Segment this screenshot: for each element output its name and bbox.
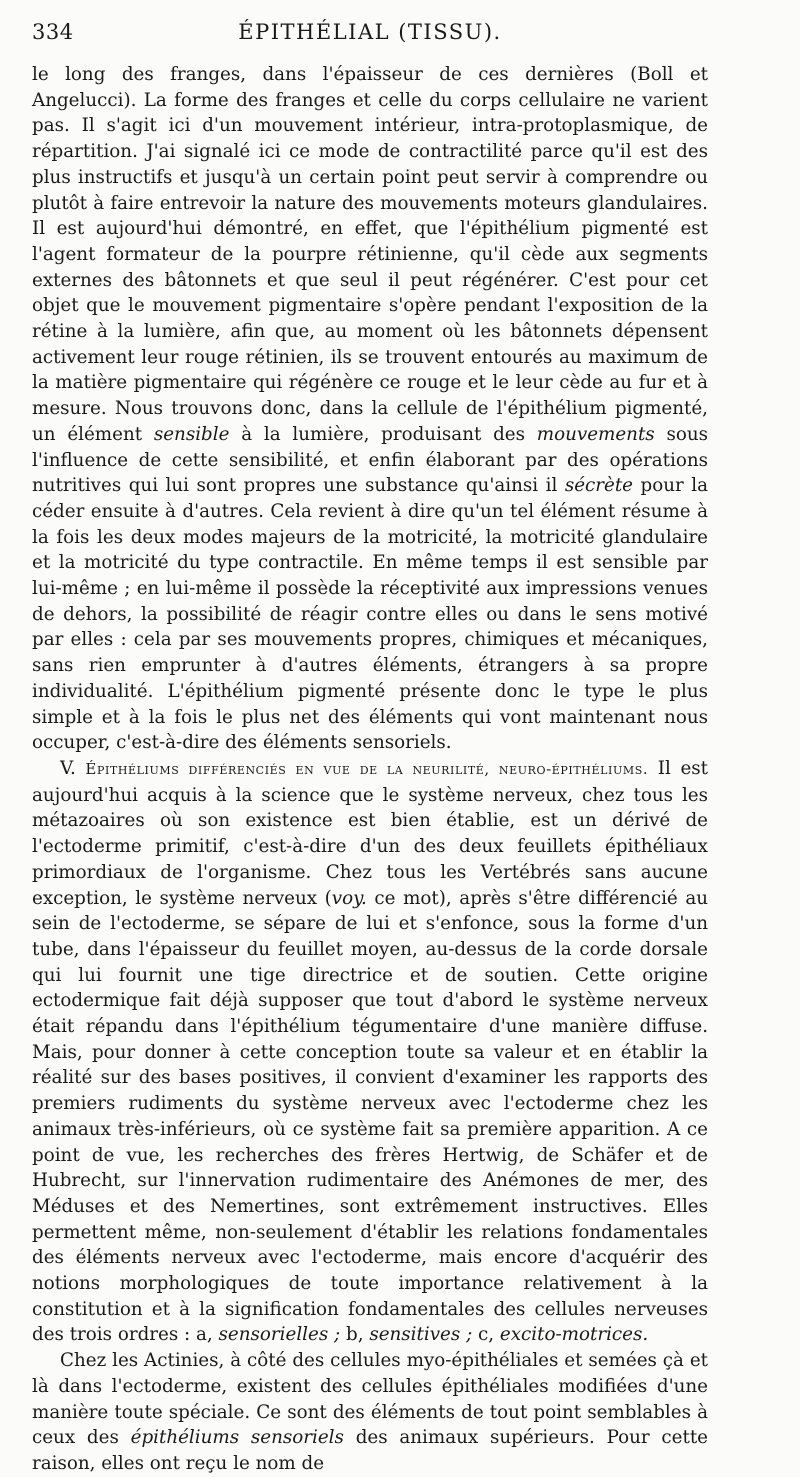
italic-term: sensible <box>153 423 230 445</box>
italic-term: mouvements <box>536 423 655 445</box>
text-run: le long des franges, dans l'épaisseur de ces dernières (Boll et Angelucci). La forme des franges et celle du corps cellulaire ne varient pas. Il s'agit ici d'un mouvement intérieur, intra-protoplasmique, de répartition. J'ai signalé ici ce mode de contractilité parce qu'il est des plus instructifs et jusqu'à un certain point peut servir à comprendre ou plutôt à faire entrevoir la nature des mouvements moteurs glandulaires. Il est aujourd'hui démontré, en effet, que l'épithélium pigmenté est l'agent formateur de la pourpre rétinienne, qu'il cède aux segments externes des bâtonnets et que seul il peut régénérer. C'est pour cet objet que le mouvement pigmentaire s'opère pendant l'exposition de la rétine à la lumière, afin que, au moment où les bâtonnets dépensent activement leur rouge rétinien, ils se trouvent entourés au maximum de la matière pigmentaire qui régénère ce rouge et le leur cède au fur et à mesure. Nous trouvons donc, dans la cellule de l'épithélium pigmenté, un élément <box>32 64 708 445</box>
running-title: ÉPITHÉLIAL (TISSU). <box>238 20 502 44</box>
text-run: Chez les Actinies, à côté des cellules myo-épithéliales et semées çà et là dans l'ectoderme, existent des cellules épithéliales modifiées d'une manière toute spéciale. Ce sont des éléments de tout point semblables à ceux des <box>32 1350 708 1449</box>
text-run: à la lumière, produisant des <box>229 423 537 445</box>
italic-term: sensorielles ; <box>218 1324 341 1346</box>
paragraph-3 <box>32 1348 708 1477</box>
text-run: ce mot), après s'être différencié au sein de l'ectoderme, se sépare de lui et s'enfonce, sous la forme d'un tube, dans l'épaisseur du feuillet moyen, au-dessus de la corde dorsale qui lui fournit une tige directrice et de soutien. Cette origine ectodermique fait déjà supposer que tout d'abord le système nerveux était répandu dans l'épithélium tégumentaire d'une manière diffuse. Mais, pour donner à cette conception toute sa valeur et en établir la réalité sur des bases positives, il convient d'examiner les rapports des premiers rudiments du système nerveux avec l'ectoderme chez les animaux très-inférieurs, où ce système fait sa première apparition. A ce point de vue, les recherches des frères Hertwig, de Schäfer et de Hubrecht, sur l'innervation rudimentaire des Anémones de mer, des Méduses et des Nemertines, sont extrêmement instructives. Elles permettent même, non-seulement d'établir les relations fondamentales des éléments nerveux avec l'ectoderme, mais encore d'acquérir des notions morphologiques de toute importance relativement à la constitution et à la signification fondamentales des cellules nerveuses des trois ordres : a, <box>32 887 708 1346</box>
italic-term: excito-motrices. <box>499 1324 649 1346</box>
text-run: pour la céder ensuite à d'autres. Cela revient à dire qu'un tel élément résume à la fois les deux modes majeurs de la motricité, la motricité glandulaire et la motricité du type contractile. En même temps il est sensible par lui-même ; en lui-même il possède la réceptivité aux impressions venues de dehors, la possibilité de réagir contre elles ou dans le sens motivé par elles : cela par ses mouvements propres, chimiques et mécaniques, sans rien emprunter à d'autres éléments, étrangers à sa propre individualité. L'épithélium pigmenté présente donc le type le plus simple et à la fois le plus net des éléments qui vont maintenant nous occuper, c'est-à-dire des éléments sensoriels. <box>32 475 708 754</box>
text-run: des animaux supérieurs. Pour cette raison, elles ont reçu le nom de <box>32 1427 709 1474</box>
text-run: c, <box>472 1324 500 1346</box>
text-run: Il est aujourd'hui acquis à la science que le système nerveux, chez tous les métazoaires où son existence est bien établie, est un dérivé de l'ectoderme primitif, c'est-à-dire d'un des deux feuillets épithéliaux primordiaux de l'organisme. Chez tous les Vertébrés sans aucune exception, le système nerveux ( <box>32 757 708 909</box>
italic-term: sensitives ; <box>369 1324 473 1346</box>
section-heading: Épithéliums différenciés en vue de la neurilité, neuro-épithéliums. <box>85 759 649 778</box>
page-number: 334 <box>32 20 74 44</box>
text-run: b, <box>340 1324 370 1346</box>
page-header <box>32 14 708 54</box>
italic-term: voy. <box>331 887 367 909</box>
body-text <box>32 62 708 1477</box>
paragraph-1 <box>32 62 708 756</box>
section-number: V. <box>60 757 86 779</box>
paragraph-2 <box>32 756 708 1348</box>
italic-term: sécrète <box>564 475 633 497</box>
italic-term: épithéliums sensoriels <box>130 1427 344 1449</box>
text-run: sous l'influence de cette sensibilité, et enfin élaborant par des opérations nutritives qui lui sont propres une substance qu'ainsi il <box>32 423 709 497</box>
